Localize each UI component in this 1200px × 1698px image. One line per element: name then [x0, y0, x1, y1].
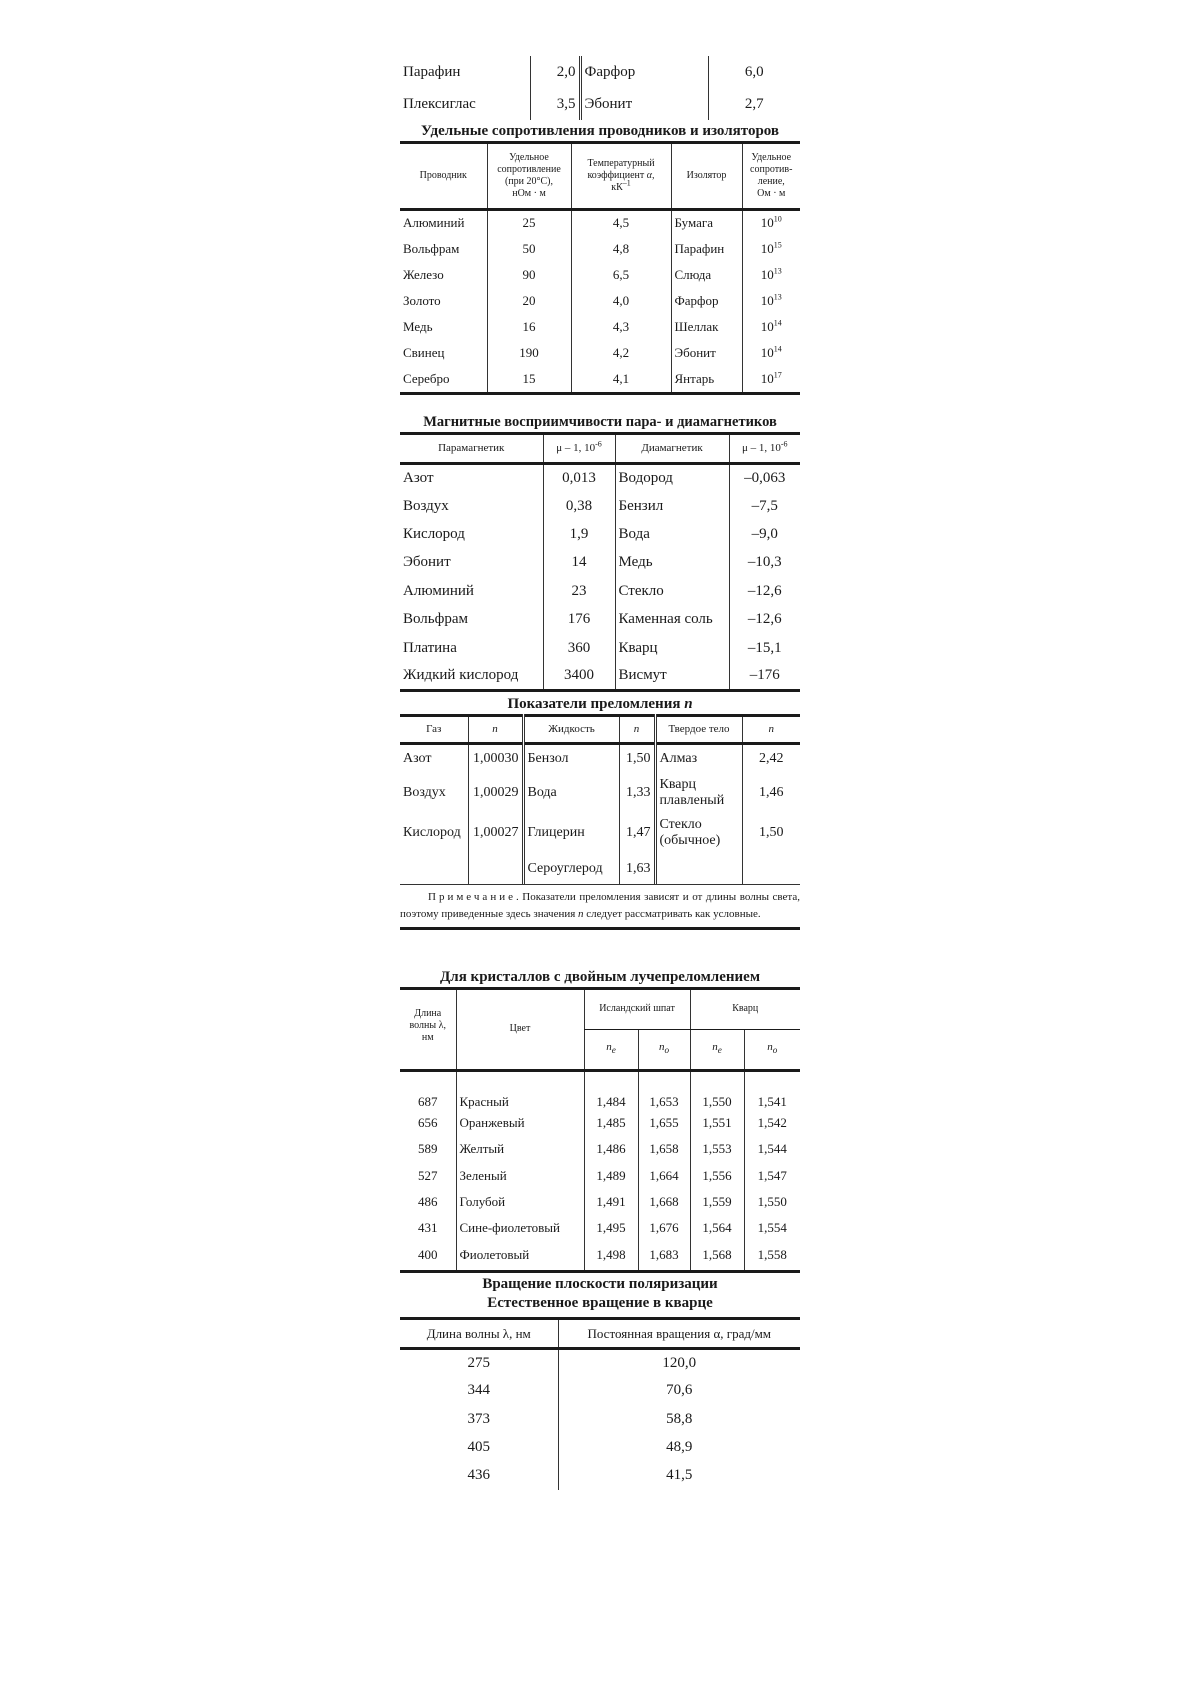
table-row	[400, 1405, 800, 1433]
table-row	[400, 262, 800, 288]
refraction-note: Примечание. Показатели преломления зависят и от длины волны света, поэтому приведенные здесь значения n следует рассматривать как условные.	[400, 884, 800, 930]
resistivity-value: 25	[487, 210, 571, 236]
col-spar-no: $n_o$	[638, 1029, 690, 1070]
table-row	[400, 1433, 800, 1461]
diamagnet-name: Медь	[615, 549, 729, 577]
quartz-ne-value: 1,568	[690, 1241, 744, 1271]
paramagnet-name: Эбонит	[403, 554, 451, 571]
insulator-resistivity	[742, 236, 800, 262]
table-row	[400, 1376, 800, 1404]
wavelength-value: 687	[418, 1094, 438, 1110]
spar-no-value: 1,676	[638, 1215, 690, 1241]
liquid-n-value: 1,50	[619, 744, 655, 774]
insulator-resistivity	[742, 288, 800, 314]
col-conductor: Проводник	[419, 170, 467, 181]
color-name: Сине-фиолетовый	[456, 1215, 584, 1241]
power-base: 10	[760, 318, 774, 334]
table-row	[400, 812, 800, 854]
quartz-ne-value: 1,551	[690, 1110, 744, 1136]
rotation-header	[400, 1318, 800, 1348]
diamagnet-name: Висмут	[615, 662, 729, 690]
gas-name: Воздух	[403, 784, 446, 800]
spar-no-value: 1,653	[638, 1070, 690, 1110]
rot-wavelength-value: 275	[467, 1354, 490, 1371]
quartz-no-value: 1,554	[744, 1215, 800, 1241]
table-row	[400, 366, 800, 394]
insulator-resistivity	[742, 340, 800, 366]
refraction-table	[400, 714, 800, 884]
gas-name: Азот	[403, 751, 432, 767]
conductor-name: Алюминий	[403, 215, 465, 231]
quartz-no-value: 1,541	[744, 1070, 800, 1110]
solid-n-value: 1,46	[742, 774, 800, 812]
table-row	[400, 1110, 800, 1136]
paramagnet-name: Алюминий	[403, 582, 474, 599]
col-wavelength: Длина волны λ, нм	[400, 988, 456, 1070]
col-quartz: Кварц	[690, 988, 800, 1029]
power-exponent: 14	[773, 318, 782, 328]
quartz-ne-value: 1,564	[690, 1215, 744, 1241]
quartz-no-value: 1,547	[744, 1163, 800, 1189]
birefringence-header-top	[400, 988, 800, 1029]
diamagnet-name: Бензил	[615, 492, 729, 520]
birefringence-table	[400, 987, 800, 1273]
table-row	[400, 605, 800, 633]
permittivity-value: 6,0	[708, 56, 800, 88]
table-row	[400, 634, 800, 662]
refraction-title: Показатели преломления n	[507, 696, 693, 713]
insulator-name: Фарфор	[671, 288, 742, 314]
color-name: Оранжевый	[456, 1110, 584, 1136]
rot-constant-value: 48,9	[558, 1433, 800, 1461]
paramagnet-value: 3400	[543, 662, 615, 690]
refraction-header	[400, 716, 800, 744]
resistivity-value: 90	[487, 262, 571, 288]
quartz-ne-value: 1,553	[690, 1136, 744, 1162]
col-quartz-ne: $n_e$	[690, 1029, 744, 1070]
rot-wavelength-value: 405	[467, 1438, 490, 1455]
resistivity-header	[400, 143, 800, 210]
liquid-name: Глицерин	[523, 812, 619, 854]
liquid-name: Бензол	[523, 744, 619, 774]
gas-n-value: 1,00027	[468, 812, 523, 854]
quartz-ne-value: 1,556	[690, 1163, 744, 1189]
resistivity-value: 15	[487, 366, 571, 394]
liquid-name: Вода	[523, 774, 619, 812]
table-row	[400, 1189, 800, 1215]
resistivity-table	[400, 141, 800, 395]
insulator-resistivity	[742, 314, 800, 340]
wavelength-value: 527	[418, 1167, 438, 1183]
insulator-name: Шеллак	[671, 314, 742, 340]
permittivity-value: 2,7	[708, 88, 800, 120]
diamagnet-value: –10,3	[729, 549, 800, 577]
col-diamagnet: Диамагнетик	[615, 434, 729, 464]
table-row	[400, 210, 800, 236]
gas-n-value: 1,00029	[468, 774, 523, 812]
solid-name	[655, 854, 742, 884]
spar-no-value: 1,655	[638, 1110, 690, 1136]
solid-name	[655, 744, 742, 774]
gas-n-value	[468, 854, 523, 884]
solid-n-value: 2,42	[742, 744, 800, 774]
paramagnet-name: Кислород	[403, 525, 465, 542]
power-exponent: 10	[773, 214, 782, 224]
color-name: Желтый	[456, 1136, 584, 1162]
col-liquid-n: n	[619, 716, 655, 744]
solid-name-line1: Стекло	[659, 816, 702, 832]
wavelength-value: 589	[418, 1141, 438, 1157]
material-name: Эбонит	[580, 88, 708, 120]
col-solid: Твердое тело	[655, 716, 742, 744]
spar-no-value: 1,683	[638, 1241, 690, 1271]
col-ins-resistivity: Удельное сопротив- ление, Ом · м	[742, 143, 800, 210]
paramagnet-value: 0,013	[543, 464, 615, 492]
conductor-name: Железо	[403, 266, 444, 282]
solid-name-line1: Кварц	[659, 776, 696, 792]
spar-ne-value: 1,491	[584, 1189, 638, 1215]
spar-ne-value: 1,489	[584, 1163, 638, 1189]
diamagnet-name: Вода	[615, 520, 729, 548]
paramagnet-value: 360	[543, 634, 615, 662]
col-gas: Газ	[426, 723, 442, 736]
temp-coeff-value: 4,5	[571, 210, 671, 236]
conductor-name: Вольфрам	[403, 240, 460, 256]
solid-n-value: 1,50	[742, 812, 800, 854]
reference-page	[400, 56, 800, 1490]
insulator-resistivity	[742, 366, 800, 394]
spar-ne-value: 1,484	[584, 1070, 638, 1110]
paramagnet-name: Азот	[403, 469, 434, 486]
table-row	[400, 492, 800, 520]
gas-n-value: 1,00030	[468, 744, 523, 774]
power-exponent: 15	[773, 240, 782, 250]
magnetic-title: Магнитные восприимчивости пара- и диамагнетиков	[423, 414, 777, 430]
spar-ne-value: 1,485	[584, 1110, 638, 1136]
col-resistivity: Удельное сопротивление (при 20°С), нОм · м	[487, 143, 571, 210]
rot-wavelength-value: 436	[467, 1467, 490, 1484]
insulator-name: Слюда	[671, 262, 742, 288]
spar-ne-value: 1,486	[584, 1136, 638, 1162]
col-rot-wavelength: Длина волны λ, нм	[426, 1325, 531, 1341]
conductor-name: Медь	[403, 318, 433, 334]
col-mu-dia: μ – 1, $10^{-6}$	[729, 434, 800, 464]
table-row	[400, 1241, 800, 1271]
material-name: Парафин	[403, 63, 461, 80]
table-row	[400, 577, 800, 605]
rot-constant-value: 70,6	[558, 1376, 800, 1404]
diamagnet-value: –15,1	[729, 634, 800, 662]
spar-no-value: 1,658	[638, 1136, 690, 1162]
resistivity-title: Удельные сопротивления проводников и изоляторов	[420, 123, 780, 139]
wavelength-value: 486	[418, 1193, 438, 1209]
diamagnet-name: Каменная соль	[615, 605, 729, 633]
table-row	[400, 288, 800, 314]
rotation-title: Вращение плоскости поляризации Естественное вращение в кварце	[482, 1275, 718, 1311]
insulator-name: Янтарь	[671, 366, 742, 394]
insulator-resistivity	[742, 262, 800, 288]
permittivity-value: 3,5	[530, 88, 580, 120]
rot-wavelength-value: 373	[467, 1410, 490, 1427]
col-gas-n: n	[468, 716, 523, 744]
quartz-no-value: 1,542	[744, 1110, 800, 1136]
table-row	[400, 1215, 800, 1241]
liquid-n-value: 1,63	[619, 854, 655, 884]
birefringence-title: Для кристаллов с двойным лучепреломлением	[439, 968, 761, 985]
diamagnet-name: Кварц	[615, 634, 729, 662]
table-row	[400, 1348, 800, 1376]
table-row	[400, 236, 800, 262]
col-iceland-spar: Исландский шпат	[584, 988, 690, 1029]
col-quartz-no: $n_o$	[744, 1029, 800, 1070]
paramagnet-value: 23	[543, 577, 615, 605]
rot-constant-value: 120,0	[558, 1348, 800, 1376]
solid-name-line2: (обычное)	[659, 832, 721, 848]
spar-no-value: 1,664	[638, 1163, 690, 1189]
power-exponent: 14	[773, 344, 782, 354]
liquid-n-value: 1,33	[619, 774, 655, 812]
rot-constant-value: 58,8	[558, 1405, 800, 1433]
diamagnet-name: Водород	[615, 464, 729, 492]
table-row	[400, 549, 800, 577]
col-rot-constant: Постоянная вращения α, град/мм	[558, 1318, 800, 1348]
table-row	[400, 1462, 800, 1490]
quartz-ne-value: 1,550	[690, 1070, 744, 1110]
diamagnet-value: –0,063	[729, 464, 800, 492]
insulator-name: Бумага	[671, 210, 742, 236]
diamagnet-name: Стекло	[615, 577, 729, 605]
solid-name-line2: плавленый	[659, 792, 725, 808]
quartz-ne-value: 1,559	[690, 1189, 744, 1215]
table-row	[400, 854, 800, 884]
col-spar-ne: $n_e$	[584, 1029, 638, 1070]
table-row	[400, 340, 800, 366]
col-insulator: Изолятор	[671, 143, 742, 210]
dielectric-table	[400, 56, 800, 120]
rot-wavelength-value: 344	[467, 1382, 490, 1399]
col-paramagnet: Парамагнетик	[438, 442, 505, 454]
gas-name	[400, 854, 468, 884]
table-row	[400, 520, 800, 548]
diamagnet-value: –176	[729, 662, 800, 690]
paramagnet-name: Воздух	[403, 497, 449, 514]
spar-ne-value: 1,498	[584, 1241, 638, 1271]
resistivity-value: 16	[487, 314, 571, 340]
power-exponent: 13	[773, 266, 782, 276]
col-liquid: Жидкость	[523, 716, 619, 744]
permittivity-value: 2,0	[530, 56, 580, 88]
table-row	[400, 1163, 800, 1189]
temp-coeff-value: 4,0	[571, 288, 671, 314]
conductor-name: Свинец	[403, 344, 445, 360]
spar-no-value: 1,668	[638, 1189, 690, 1215]
color-name: Фиолетовый	[456, 1241, 584, 1271]
power-base: 10	[760, 240, 774, 256]
resistivity-value: 20	[487, 288, 571, 314]
power-exponent: 13	[773, 292, 782, 302]
spar-ne-value: 1,495	[584, 1215, 638, 1241]
color-name: Зеленый	[456, 1163, 584, 1189]
rot-constant-value: 41,5	[558, 1462, 800, 1490]
gas-name: Кислород	[403, 824, 461, 840]
col-temp-coeff: Температурный коэффициент α, $кК^{-1}$	[571, 143, 671, 210]
table-row	[400, 744, 800, 774]
temp-coeff-value: 4,1	[571, 366, 671, 394]
resistivity-value: 190	[487, 340, 571, 366]
power-base: 10	[760, 344, 774, 360]
power-base: 10	[760, 292, 774, 308]
solid-name	[655, 774, 742, 812]
paramagnet-value: 0,38	[543, 492, 615, 520]
wavelength-value: 431	[418, 1219, 438, 1235]
table-row	[400, 56, 800, 88]
solid-name-line1: Алмаз	[659, 751, 698, 767]
diamagnet-value: –7,5	[729, 492, 800, 520]
solid-n-value	[742, 854, 800, 884]
temp-coeff-value: 4,3	[571, 314, 671, 340]
table-row	[400, 774, 800, 812]
material-name: Плексиглас	[403, 95, 476, 112]
table-row	[400, 1136, 800, 1162]
insulator-resistivity	[742, 210, 800, 236]
conductor-name: Серебро	[403, 370, 450, 386]
liquid-n-value: 1,47	[619, 812, 655, 854]
table-row	[400, 662, 800, 690]
diamagnet-value: –9,0	[729, 520, 800, 548]
solid-name	[655, 812, 742, 854]
material-name: Фарфор	[580, 56, 708, 88]
diamagnet-value: –12,6	[729, 577, 800, 605]
quartz-no-value: 1,558	[744, 1241, 800, 1271]
wavelength-value: 656	[418, 1115, 438, 1131]
wavelength-value: 400	[418, 1247, 438, 1263]
table-row	[400, 314, 800, 340]
temp-coeff-value: 4,2	[571, 340, 671, 366]
temp-coeff-value: 4,8	[571, 236, 671, 262]
resistivity-value: 50	[487, 236, 571, 262]
rotation-table	[400, 1317, 800, 1490]
paramagnet-name: Вольфрам	[403, 611, 469, 628]
diamagnet-value: –12,6	[729, 605, 800, 633]
color-name: Голубой	[456, 1189, 584, 1215]
paramagnet-name: Платина	[403, 639, 457, 656]
col-color: Цвет	[456, 988, 584, 1070]
conductor-name: Золото	[403, 292, 441, 308]
table-row	[400, 464, 800, 492]
power-exponent: 17	[773, 370, 782, 380]
liquid-name: Сероуглерод	[523, 854, 619, 884]
temp-coeff-value: 6,5	[571, 262, 671, 288]
paramagnet-value: 176	[543, 605, 615, 633]
paramagnet-name: Жидкий кислород	[403, 667, 519, 684]
paramagnet-value: 1,9	[543, 520, 615, 548]
insulator-name: Эбонит	[671, 340, 742, 366]
col-solid-n: n	[742, 716, 800, 744]
quartz-no-value: 1,550	[744, 1189, 800, 1215]
table-row	[400, 88, 800, 120]
magnetic-table	[400, 432, 800, 692]
magnetic-header	[400, 434, 800, 464]
col-mu-para: μ – 1, $10^{-6}$	[543, 434, 615, 464]
quartz-no-value: 1,544	[744, 1136, 800, 1162]
insulator-name: Парафин	[671, 236, 742, 262]
power-base: 10	[760, 370, 774, 386]
color-name: Красный	[456, 1070, 584, 1110]
power-base: 10	[760, 266, 774, 282]
power-base: 10	[760, 215, 774, 231]
paramagnet-value: 14	[543, 549, 615, 577]
table-row	[400, 1070, 800, 1110]
